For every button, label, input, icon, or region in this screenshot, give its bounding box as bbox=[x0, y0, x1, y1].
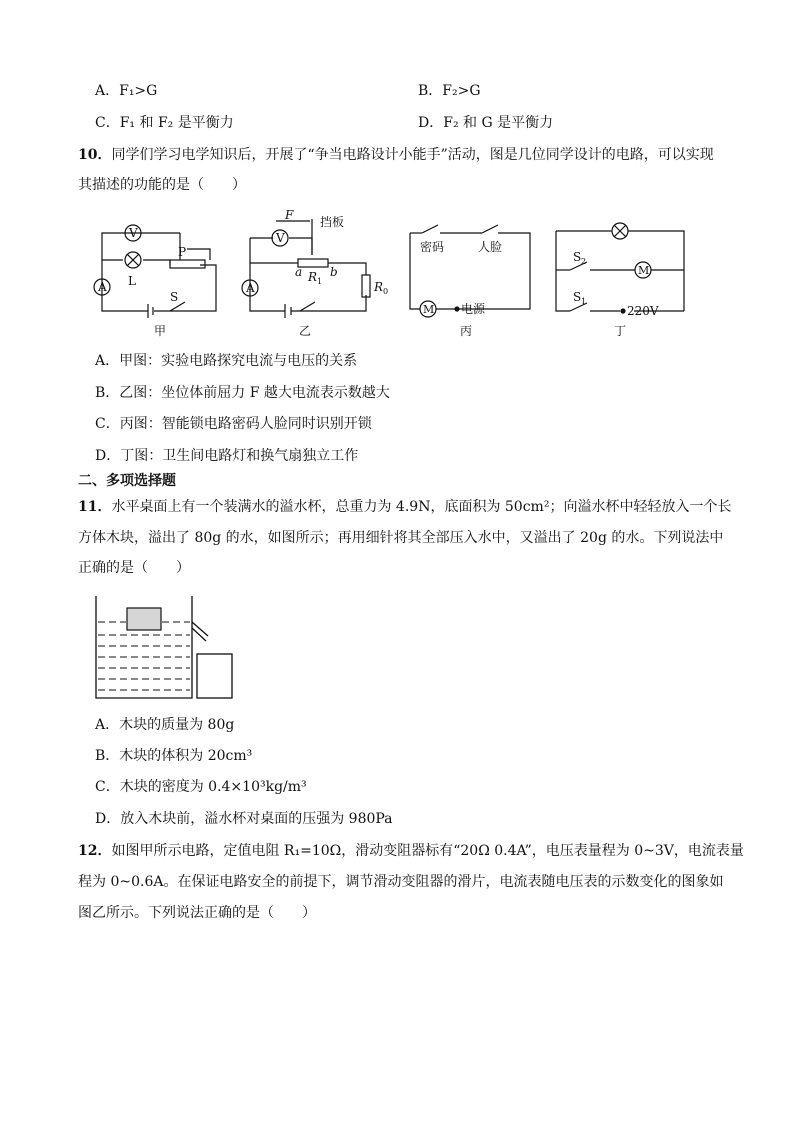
q11-stem-line1: 11．水平桌面上有一个装满水的溢水杯，总重力为 4.9N，底面积为 50cm²；向溢水杯中轻轻放入一个长 bbox=[78, 499, 732, 515]
label-a-yi: A bbox=[246, 281, 255, 295]
label-f-yi: F bbox=[285, 208, 294, 222]
q9-option-c: C．F₁ 和 F₂ 是平衡力 bbox=[95, 115, 234, 131]
label-voltage-ding: 220V bbox=[627, 304, 659, 318]
q9-option-a: A．F₁>G bbox=[95, 83, 158, 99]
circuit-yi bbox=[242, 219, 370, 318]
label-s2-sub-ding: 2 bbox=[581, 257, 587, 266]
q10-option-a: A．甲图：实验电路探究电流与电压的关系 bbox=[95, 353, 358, 369]
label-s1-sub-ding: 1 bbox=[581, 297, 587, 306]
label-r1-sub-yi: 1 bbox=[317, 277, 323, 286]
label-baffle-yi: 挡板 bbox=[320, 215, 345, 229]
q12-stem-line2: 程为 0~0.6A。在保证电路安全的前提下，调节滑动变阻器的滑片，电流表随电压表的示数变化的图象如 bbox=[78, 874, 724, 890]
q12-number: 12． bbox=[78, 843, 112, 859]
label-a-lower-yi: a bbox=[295, 265, 303, 279]
label-r0-yi: R bbox=[374, 280, 384, 294]
q10-option-c: C．丙图：智能锁电路密码人脸同时识别开锁 bbox=[95, 416, 372, 432]
q12-stem-line3: 图乙所示。下列说法正确的是（ ） bbox=[78, 905, 316, 921]
beaker-icon bbox=[197, 654, 232, 698]
label-b-yi: b bbox=[330, 265, 338, 279]
caption-bing: 丙 bbox=[460, 324, 473, 338]
q11-option-c: C．木块的密度为 0.4×10³kg/m³ bbox=[95, 779, 307, 795]
q9-option-b: B．F₂>G bbox=[418, 83, 481, 99]
q11-option-d: D．放入木块前，溢水杯对桌面的压强为 980Pa bbox=[95, 811, 393, 827]
caption-jia: 甲 bbox=[154, 324, 167, 338]
caption-ding: 丁 bbox=[614, 324, 627, 338]
overflow-cup-figure bbox=[90, 592, 240, 702]
label-v-yi: V bbox=[276, 231, 285, 245]
q11-stem-line3: 正确的是（ ） bbox=[78, 560, 190, 576]
label-s2-ding: S bbox=[573, 250, 582, 264]
wood-block bbox=[127, 608, 161, 630]
q9-option-d: D．F₂ 和 G 是平衡力 bbox=[418, 115, 554, 131]
label-r0-sub-yi: 0 bbox=[383, 287, 389, 296]
q10-number: 10． bbox=[78, 147, 112, 163]
label-r1-yi: R bbox=[308, 270, 318, 284]
q12-stem-line1: 12．如图甲所示电路，定值电阻 R₁=10Ω，滑动变阻器标有“20Ω 0.4A”，电压表量程为 0~3V，电流表量 bbox=[78, 843, 744, 859]
label-m-bing: M bbox=[423, 303, 435, 316]
q11-stem-line2: 方体木块，溢出了 80g 的水，如图所示；再用细针将其全部压入水中，又溢出了 20g 的水。下列说法中 bbox=[78, 530, 724, 546]
q10-stem-line1: 10．同学们学习电学知识后，开展了“争当电路设计小能手”活动，图是几位同学设计的电路，可以实现 bbox=[78, 147, 714, 163]
label-s1-ding: S bbox=[573, 290, 582, 304]
q10-option-d: D．丁图：卫生间电路灯和换气扇独立工作 bbox=[95, 448, 359, 464]
label-l-jia: L bbox=[128, 274, 136, 288]
label-power-bing: 电源 bbox=[461, 302, 486, 316]
caption-yi: 乙 bbox=[299, 324, 312, 338]
label-face-bing: 人脸 bbox=[478, 240, 503, 254]
label-a-jia: A bbox=[98, 280, 107, 294]
label-m-ding: M bbox=[638, 264, 650, 277]
q11-number: 11． bbox=[78, 499, 112, 515]
label-v-jia: V bbox=[129, 226, 138, 240]
q11-option-b: B．木块的体积为 20cm³ bbox=[95, 748, 253, 764]
label-code-bing: 密码 bbox=[420, 240, 445, 254]
q11-option-a: A．木块的质量为 80g bbox=[95, 717, 235, 733]
label-p-jia: P bbox=[178, 245, 187, 259]
q10-option-b: B．乙图：坐位体前屈力 F 越大电流表示数越大 bbox=[95, 385, 390, 401]
section-heading: 二、多项选择题 bbox=[78, 473, 176, 489]
q10-stem-line2: 其描述的功能的是（ ） bbox=[78, 177, 246, 193]
q10-circuit-figures bbox=[90, 205, 700, 345]
label-s-jia: S bbox=[170, 290, 179, 304]
circuit-jia bbox=[94, 225, 216, 318]
